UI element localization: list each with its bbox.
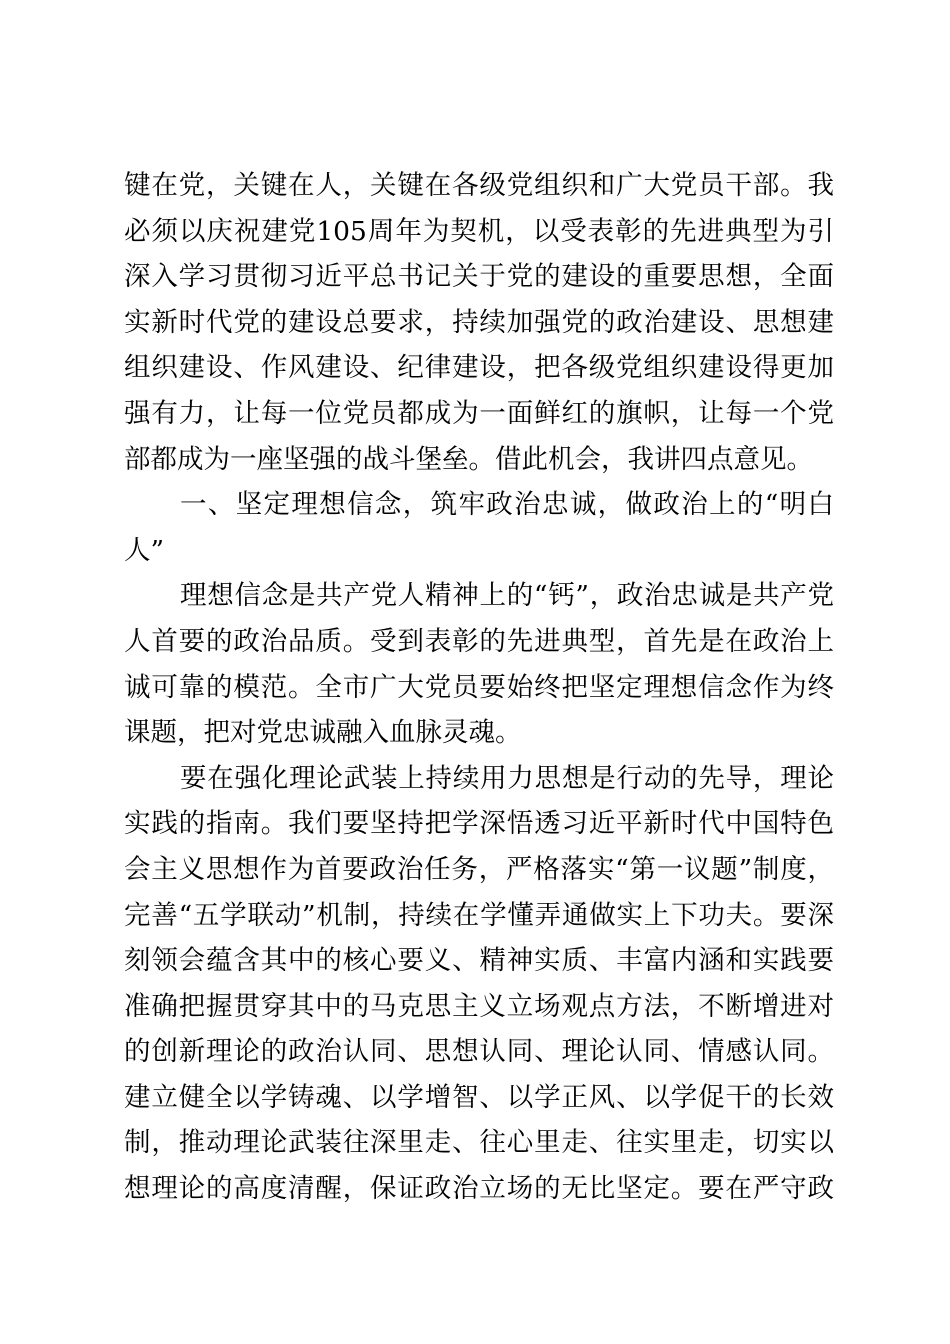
text-line: 准确把握贯穿其中的马克思主义立场观点方法，不断增进对 bbox=[124, 990, 834, 1022]
section-heading-line: 人” bbox=[124, 534, 165, 566]
text-line: 键在党，关键在人，关键在各级党组织和广大党员干部。我 bbox=[124, 170, 834, 201]
text-line: 会主义思想作为首要政治任务，严格落实“第一议题”制度， bbox=[124, 853, 834, 885]
text-line: 部都成为一座坚强的战斗堡垒。借此机会，我讲四点意见。 bbox=[124, 443, 813, 475]
text-line: 制，推动理论武装往深里走、往心里走、往实里走，切实以 bbox=[124, 1127, 834, 1159]
text-line: 建立健全以学铸魂、以学增智、以学正风、以学促干的长效 bbox=[124, 1081, 834, 1113]
text-line: 必须以庆祝建党105周年为契机，以受表彰的先进典型为引 bbox=[124, 215, 834, 247]
text-line: 组织建设、作风建设、纪律建设，把各级党组织建设得更加 bbox=[124, 352, 834, 384]
text-line: 课题，把对党忠诚融入血脉灵魂。 bbox=[124, 717, 522, 749]
text-line: 人首要的政治品质。受到表彰的先进典型，首先是在政治上 bbox=[124, 625, 834, 657]
text-line: 刻领会蕴含其中的核心要义、精神实质、丰富内涵和实践要 bbox=[124, 945, 834, 977]
section-heading-line: 一、坚定理想信念，筑牢政治忠诚，做政治上的“明白 bbox=[180, 489, 834, 521]
text-line: 实践的指南。我们要坚持把学深悟透习近平新时代中国特色 bbox=[124, 808, 834, 840]
text-line: 强有力，让每一位党员都成为一面鲜红的旗帜，让每一个党 bbox=[124, 397, 834, 429]
text-line: 想理论的高度清醒，保证政治立场的无比坚定。要在严守政 bbox=[124, 1173, 834, 1205]
document-body bbox=[124, 163, 834, 1212]
text-line: 诚可靠的模范。全市广大党员要始终把坚定理想信念作为终 bbox=[124, 671, 834, 703]
text-line: 的创新理论的政治认同、思想认同、理论认同、情感认同。 bbox=[124, 1036, 834, 1068]
text-line: 要在强化理论武装上持续用力思想是行动的先导，理论 bbox=[180, 762, 834, 794]
text-line: 理想信念是共产党人精神上的“钙”，政治忠诚是共产党 bbox=[180, 580, 834, 612]
text-line: 深入学习贯彻习近平总书记关于党的建设的重要思想，全面 bbox=[124, 261, 834, 293]
text-line: 完善“五学联动”机制，持续在学懂弄通做实上下功夫。要深 bbox=[124, 899, 834, 931]
text-line: 实新时代党的建设总要求，持续加强党的政治建设、思想建 bbox=[124, 306, 834, 338]
